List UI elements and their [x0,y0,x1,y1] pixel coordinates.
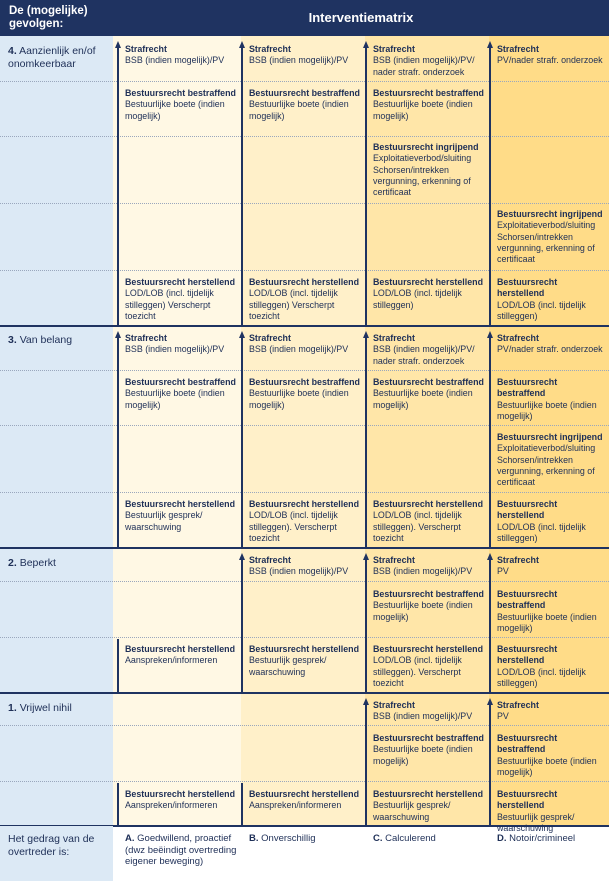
row-separator [0,81,609,82]
cell-title: Bestuursrecht herstellend [249,499,359,509]
cell-title: Strafrecht [373,555,415,565]
cell-l3-a-bestraffend [117,377,241,411]
cell-body: LOD/LOB (incl. tijdelijk stilleggen) [497,521,586,543]
behaviour-letter: D. [497,833,507,844]
behaviour-col-d [489,833,609,845]
cell-title: Bestuursrecht bestraffend [249,88,360,98]
cell-body: Aanspreken/informeren [125,800,218,811]
cell-body: LOD/LOB (incl. tijdelijk stilleggen). Verscherpt toezicht [249,510,338,543]
cell-l3-c-strafrecht [365,333,489,367]
behaviour-letter: C. [373,833,383,844]
cell-l3-d-bestraffend [489,377,609,422]
cell-title: Bestuursrecht bestraffend [497,377,558,399]
cell-body: BSB (indien mogelijk)/PV [249,55,349,66]
cell-body: Bestuurlijke boete (indien mogelijk) [249,388,349,410]
cell-title: Strafrecht [497,44,539,54]
cell-body: LOD/LOB (incl. tijdelijk stilleggen). Verscherpt toezicht [373,510,462,543]
cell-l4-a-herstellend [117,277,241,322]
cell-title: Bestuursrecht herstellend [497,277,558,299]
behaviour-text: Goedwillend, proactief (dwz beëindigt overtreding eigener beweging) [125,833,237,867]
cell-l4-b-bestraffend [241,88,365,122]
cell-title: Strafrecht [125,44,167,54]
cell-title: Bestuursrecht herstellend [373,789,483,799]
behaviour-letter: B. [249,833,259,844]
cell-body: BSB (indien mogelijk)/PV [249,566,349,577]
cell-l3-a-strafrecht [117,333,241,356]
cell-body: PV [497,711,509,722]
behaviour-label: Het gedrag van de overtreder is: [8,833,95,858]
row-separator [0,136,609,137]
cell-title: Bestuursrecht ingrijpend [497,432,603,442]
cell-l4-a-strafrecht [117,44,241,67]
cell-l1-d-strafrecht [489,700,609,723]
level-separator [0,325,609,327]
cell-body: BSB (indien mogelijk)/PV [125,344,225,355]
cell-l3-d-strafrecht [489,333,609,356]
cell-title: Bestuursrecht herstellend [373,499,483,509]
cell-title: Bestuursrecht bestraffend [373,589,484,599]
cell-body: Exploitatieverbod/sluiting Schorsen/intrekken vergunning, erkenning of certificaat [497,220,596,265]
cell-title: Bestuursrecht bestraffend [373,88,484,98]
cell-title: Strafrecht [373,333,415,343]
level-2-label [0,552,113,570]
cell-body: PV [497,566,509,577]
level-4-text: Aanzienlijk en/of onomkeerbaar [8,45,96,70]
cell-title: Bestuursrecht bestraffend [125,88,236,98]
behaviour-col-b [241,833,365,845]
cell-body: LOD/LOB (incl. tijdelijk stilleggen) Verscherpt toezicht [249,288,338,321]
cell-l3-c-bestraffend [365,377,489,411]
cell-title: Bestuursrecht bestraffend [125,377,236,387]
cell-body: BSB (indien mogelijk)/PV/ nader strafr. onderzoek [373,344,475,366]
cell-l1-d-bestraffend [489,733,609,778]
cell-title: Bestuursrecht bestraffend [249,377,360,387]
column-b-bg [241,36,365,826]
cell-title: Bestuursrecht herstellend [125,499,235,509]
level-4-label [0,40,113,70]
row-separator [0,581,609,582]
cell-body: Bestuurlijke boete (indien mogelijk) [497,755,597,777]
cell-l2-b-herstellend [241,644,365,678]
cell-title: Strafrecht [249,44,291,54]
row-separator [0,370,609,371]
cell-l4-d-herstellend [489,277,609,322]
empty-area-l2-a [113,549,241,638]
matrix-title: Interventiematrix [308,10,414,25]
cell-body: Bestuurlijke boete (indien mogelijk) [249,99,349,121]
cell-body: BSB (indien mogelijk)/PV [125,55,225,66]
cell-title: Strafrecht [373,44,415,54]
cell-title: Bestuursrecht bestraffend [497,733,558,755]
cell-body: BSB (indien mogelijk)/PV/ nader strafr. onderzoek [373,55,475,77]
cell-title: Bestuursrecht bestraffend [497,589,558,611]
cell-body: PV/nader strafr. onderzoek [497,344,603,355]
cell-body: Bestuurlijk gesprek/ waarschuwing [249,655,327,677]
cell-title: Bestuursrecht herstellend [125,644,235,654]
cell-l2-b-strafrecht [241,555,365,578]
cell-title: Bestuursrecht herstellend [373,644,483,654]
cell-body: LOD/LOB (incl. tijdelijk stilleggen) [373,288,462,310]
cell-l1-d-herstellend [489,789,609,834]
level-separator [0,547,609,549]
cell-title: Bestuursrecht bestraffend [373,733,484,743]
cell-body: Exploitatieverbod/sluiting Schorsen/intrekken vergunning, erkenning of certificaat [373,153,472,198]
cell-body: LOD/LOB (incl. tijdelijk stilleggen) [497,666,586,688]
cell-l4-c-bestraffend [365,88,489,122]
cell-title: Strafrecht [249,555,291,565]
cell-title: Bestuursrecht herstellend [125,789,235,799]
cell-l4-b-strafrecht [241,44,365,67]
cell-l3-c-herstellend [365,499,489,544]
cell-body: Bestuurlijke boete (indien mogelijk) [125,99,225,121]
cell-title: Strafrecht [497,555,539,565]
cell-body: Bestuurlijke boete (indien mogelijk) [497,611,597,633]
cell-body: Bestuurlijk gesprek/ waarschuwing [497,811,575,833]
row-separator [0,270,609,271]
cell-l3-b-strafrecht [241,333,365,356]
cell-body: Bestuurlijk gesprek/ waarschuwing [373,800,451,822]
cell-l2-d-strafrecht [489,555,609,578]
cell-body: BSB (indien mogelijk)/PV [249,344,349,355]
level-1-num: 1. [8,702,17,714]
behaviour-text: Onverschillig [261,833,316,844]
cell-body: Bestuurlijke boete (indien mogelijk) [125,388,225,410]
cell-title: Strafrecht [373,700,415,710]
cell-title: Strafrecht [125,333,167,343]
cell-body: LOD/LOB (incl. tijdelijk stilleggen). Verscherpt toezicht [373,655,462,688]
cell-title: Strafrecht [497,700,539,710]
cell-body: BSB (indien mogelijk)/PV [373,711,473,722]
level-3-text: Van belang [19,334,73,346]
behaviour-text: Notoir/crimineel [509,833,576,844]
level-4-num: 4. [8,45,17,57]
cell-title: Strafrecht [249,333,291,343]
row-separator [0,781,609,782]
cell-title: Bestuursrecht ingrijpend [373,142,479,152]
cell-l2-d-herstellend [489,644,609,689]
cell-title: Bestuursrecht herstellend [497,789,558,811]
row-separator [0,203,609,204]
cell-l4-b-herstellend [241,277,365,322]
cell-l2-a-herstellend [117,644,241,667]
cell-l4-c-herstellend [365,277,489,311]
behaviour-letter: A. [125,833,135,844]
cell-title: Bestuursrecht herstellend [373,277,483,287]
cell-body: Exploitatieverbod/sluiting Schorsen/intrekken vergunning, erkenning of certificaat [497,443,596,488]
cell-title: Bestuursrecht herstellend [497,644,558,666]
cell-title: Bestuursrecht herstellend [249,644,359,654]
behaviour-text: Calculerend [385,833,436,844]
cell-body: Aanspreken/informeren [249,800,342,811]
cell-body: BSB (indien mogelijk)/PV [373,566,473,577]
level-1-text: Vrijwel nihil [19,702,72,714]
cell-title: Bestuursrecht herstellend [497,499,558,521]
cell-l2-c-herstellend [365,644,489,689]
cell-body: Bestuurlijke boete (indien mogelijk) [373,99,473,121]
row-separator [0,725,609,726]
cell-l4-a-bestraffend [117,88,241,122]
cell-body: LOD/LOB (incl. tijdelijk stilleggen) Verscherpt toezicht [125,288,214,321]
cell-l4-d-ingrijpend [489,209,609,265]
cell-l1-a-herstellend [117,789,241,812]
cell-body: Aanspreken/informeren [125,655,218,666]
cell-l3-d-herstellend [489,499,609,544]
cell-title: Bestuursrecht bestraffend [373,377,484,387]
cell-l3-a-herstellend [117,499,241,533]
cell-l4-c-strafrecht [365,44,489,78]
cell-title: Bestuursrecht herstellend [249,789,359,799]
row-separator [0,637,609,638]
level-2-num: 2. [8,557,17,569]
level-2-text: Beperkt [19,557,56,569]
cell-body: Bestuurlijk gesprek/ waarschuwing [125,510,203,532]
cell-body: PV/nader strafr. onderzoek [497,55,603,66]
cell-l1-c-herstellend [365,789,489,823]
row-separator [0,492,609,493]
cell-title: Bestuursrecht ingrijpend [497,209,603,219]
cell-l3-b-bestraffend [241,377,365,411]
level-separator [0,692,609,694]
level-1-label [0,697,113,715]
cell-body: Bestuurlijke boete (indien mogelijk) [373,600,473,622]
cell-l4-d-strafrecht [489,44,609,67]
cell-l2-c-bestraffend [365,589,489,623]
cell-body: Bestuurlijke boete (indien mogelijk) [373,744,473,766]
cell-body: Bestuurlijke boete (indien mogelijk) [373,388,473,410]
header-consequences-label: De (mogelijke) gevolgen: [9,5,88,30]
cell-l2-c-strafrecht [365,555,489,578]
cell-l2-d-bestraffend [489,589,609,634]
cell-title: Strafrecht [497,333,539,343]
behaviour-col-a [117,833,241,868]
cell-l1-c-strafrecht [365,700,489,723]
behaviour-col-c [365,833,489,845]
cell-body: LOD/LOB (incl. tijdelijk stilleggen) [497,299,586,321]
cell-body: Bestuurlijke boete (indien mogelijk) [497,399,597,421]
cell-l4-c-ingrijpend [365,142,489,198]
cell-l1-b-herstellend [241,789,365,812]
cell-title: Bestuursrecht herstellend [125,277,235,287]
column-a-bg [113,36,241,826]
cell-l3-b-herstellend [241,499,365,544]
cell-l3-d-ingrijpend [489,432,609,488]
level-3-num: 3. [8,334,17,346]
row-separator [0,425,609,426]
level-3-label [0,329,113,347]
cell-title: Bestuursrecht herstellend [249,277,359,287]
cell-l1-c-bestraffend [365,733,489,767]
